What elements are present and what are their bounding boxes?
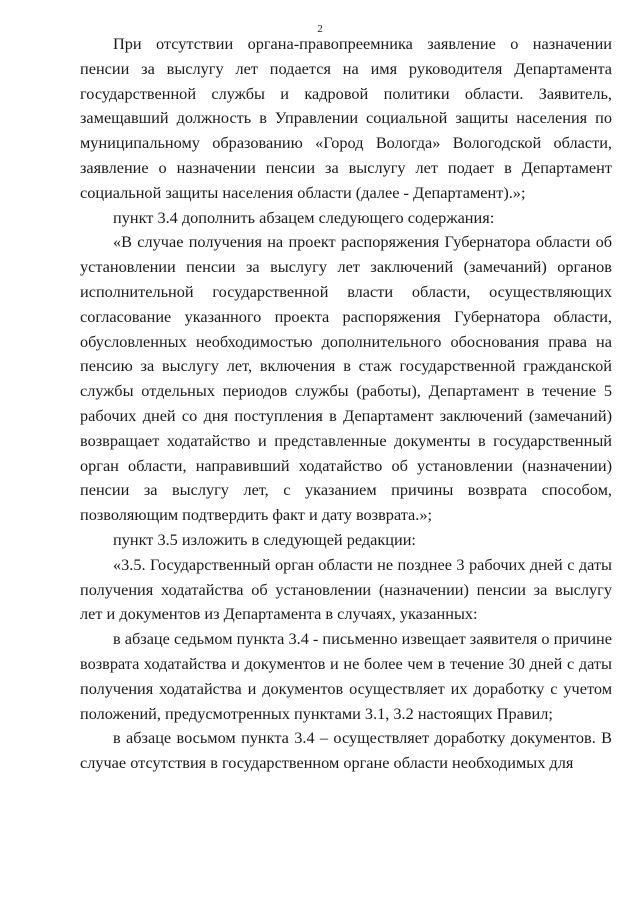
page-number: 2 bbox=[317, 23, 323, 35]
document-body bbox=[80, 32, 612, 776]
paragraph: пункт 3.5 изложить в следующей редакции: bbox=[113, 529, 416, 549]
paragraph: в абзаце восьмом пункта 3.4 – осуществляет доработку документов. В случае отсутствия в государственном органе области необходимых для bbox=[80, 728, 612, 773]
paragraph: При отсутствии органа-правопреемника заявление о назначении пенсии за выслугу лет подается на имя руководителя Департамента государственной службы и кадровой политики области. Заявитель, замещавший должность в Управлении социальной защиты населения по муниципальному образованию «Город Вологда» Вологодской области, заявление о назначении пенсии за выслугу лет подает в Департамент социальной защиты населения области (далее - Департамент).»; bbox=[80, 34, 612, 202]
paragraph: «3.5. Государственный орган области не позднее 3 рабочих дней с даты получения ходатайства об установлении (назначении) пенсии за выслугу лет и документов из Департамента в случаях, указанных: bbox=[80, 554, 612, 624]
paragraph: пункт 3.4 дополнить абзацем следующего содержания: bbox=[113, 207, 495, 227]
paragraph: «В случае получения на проект распоряжения Губернатора области об установлении пенсии за выслугу лет заключений (замечаний) органов исполнительной государственной власти области, осуществляющих согласование указанного проекта распоряжения Губернатора области, обусловленных необходимостью дополнительного обоснования права на пенсию за выслугу лет, включения в стаж государственной гражданской службы отдельных периодов службы (работы), Департамент в течение 5 рабочих дней со дня поступления в Департамент заключений (замечаний) возвращает ходатайство и представленные документы в государственный орган области, направивший ходатайство об установлении (назначении) пенсии за выслугу лет, с указанием причины возврата способом, позволяющим подтвердить факт и дату возврата.»; bbox=[80, 232, 612, 525]
paragraph: в абзаце седьмом пункта 3.4 - письменно извещает заявителя о причине возврата ходатайства и документов и не более чем в течение 30 дней с даты получения ходатайства и документов осуществляет их доработку с учетом положений, предусмотренных пунктами 3.1, 3.2 настоящих Правил; bbox=[80, 629, 612, 723]
